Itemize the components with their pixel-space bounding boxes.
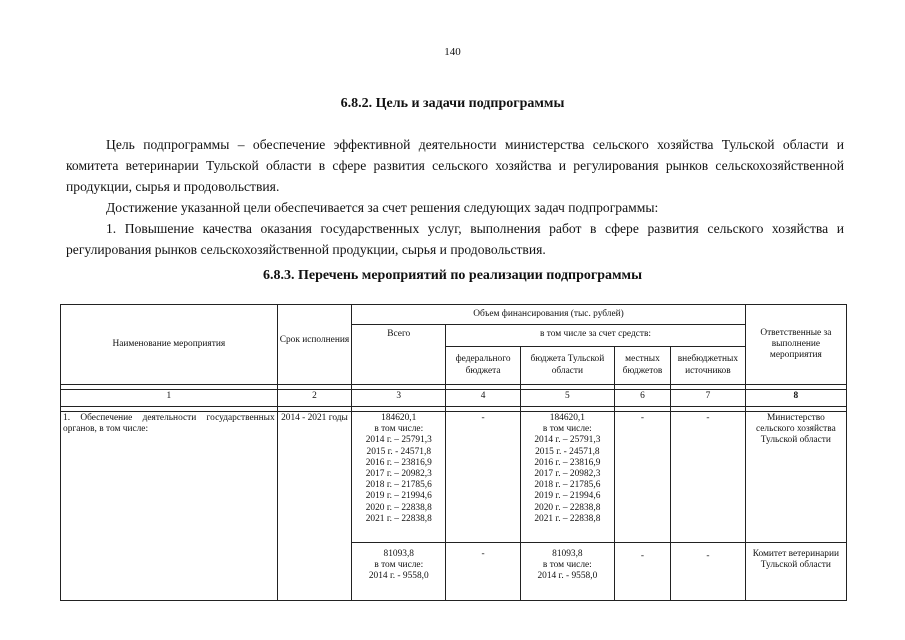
header-total: Всего bbox=[352, 325, 446, 385]
extra-amount: - bbox=[671, 543, 746, 601]
column-number: 2 bbox=[277, 390, 352, 407]
column-number: 3 bbox=[352, 390, 446, 407]
page-number: 140 bbox=[444, 46, 461, 58]
extra-amount: - bbox=[671, 412, 746, 543]
task-1: 1. Повышение качества оказания государственных услуг, выполнения работ в сфере развития сельского хозяйства и регулирования рынков сельскохозяйственной продукции, сырья и продовольствия. bbox=[66, 221, 844, 257]
column-number: 4 bbox=[446, 390, 521, 407]
column-number: 1 bbox=[61, 390, 278, 407]
total-amounts: 81093,8 в том числе: 2014 г. - 9558,0 bbox=[352, 543, 446, 601]
column-number: 8 bbox=[745, 390, 846, 407]
header-federal: федерального бюджета bbox=[446, 347, 521, 385]
local-amount: - bbox=[614, 412, 670, 543]
header-financing: Объем финансирования (тыс. рублей) bbox=[352, 305, 745, 325]
header-local: местных бюджетов bbox=[614, 347, 670, 385]
tasks-intro: Достижение указанной цели обеспечивается за счет решения следующих задач подпрограммы: bbox=[106, 200, 659, 215]
section-list-title: 6.8.3. Перечень мероприятий по реализации подпрограммы bbox=[262, 268, 643, 283]
regional-amounts: 81093,8 в том числе: 2014 г. - 9558,0 bbox=[520, 543, 614, 601]
header-extra: внебюджетных источников bbox=[671, 347, 746, 385]
section-goal-title: 6.8.2. Цель и задачи подпрограммы bbox=[340, 96, 565, 111]
header-term: Срок исполнения bbox=[277, 305, 352, 385]
total-amounts: 184620,1 в том числе: 2014 г. – 25791,3 2015 г. - 24571,8 2016 г. – 23816,9 2017 г. – 20982,3 2018 г. – 21785,6 2019 г. – 21994,6 2020 г. – 22838,8 2021 г. – 22838,8 bbox=[352, 412, 446, 543]
federal-amount: - bbox=[446, 412, 521, 543]
federal-amount: - bbox=[446, 543, 521, 601]
column-number: 6 bbox=[614, 390, 670, 407]
measure-term: 2014 - 2021 годы bbox=[277, 412, 352, 601]
measures-table bbox=[60, 304, 847, 601]
header-regional: бюджета Тульской области bbox=[520, 347, 614, 385]
column-number: 5 bbox=[520, 390, 614, 407]
responsible: Министерство сельского хозяйства Тульской области bbox=[745, 412, 846, 543]
responsible: Комитет ветеринарии Тульской области bbox=[745, 543, 846, 601]
measure-name: 1. Обеспечение деятельности государственных органов, в том числе: bbox=[61, 412, 278, 601]
column-number: 7 bbox=[671, 390, 746, 407]
header-name: Наименование мероприятия bbox=[61, 305, 278, 385]
table-row bbox=[61, 412, 847, 543]
goal-paragraph: Цель подпрограммы – обеспечение эффективной деятельности министерства сельского хозяйства Тульской области и комитета ветеринарии Тульской области в сфере развития сельского хозяйства и регулирования рынков сельскохозяйственной продукции, сырья и продовольствия. bbox=[66, 137, 844, 194]
local-amount: - bbox=[614, 543, 670, 601]
regional-amounts: 184620,1 в том числе: 2014 г. – 25791,3 2015 г. - 24571,8 2016 г. – 23816,9 2017 г. – 20982,3 2018 г. – 21785,6 2019 г. – 21994,6 2020 г. – 22838,8 2021 г. – 22838,8 bbox=[520, 412, 614, 543]
header-including: в том числе за счет средств: bbox=[446, 325, 745, 347]
header-responsible: Ответственные за выполнение мероприятия bbox=[745, 305, 846, 385]
